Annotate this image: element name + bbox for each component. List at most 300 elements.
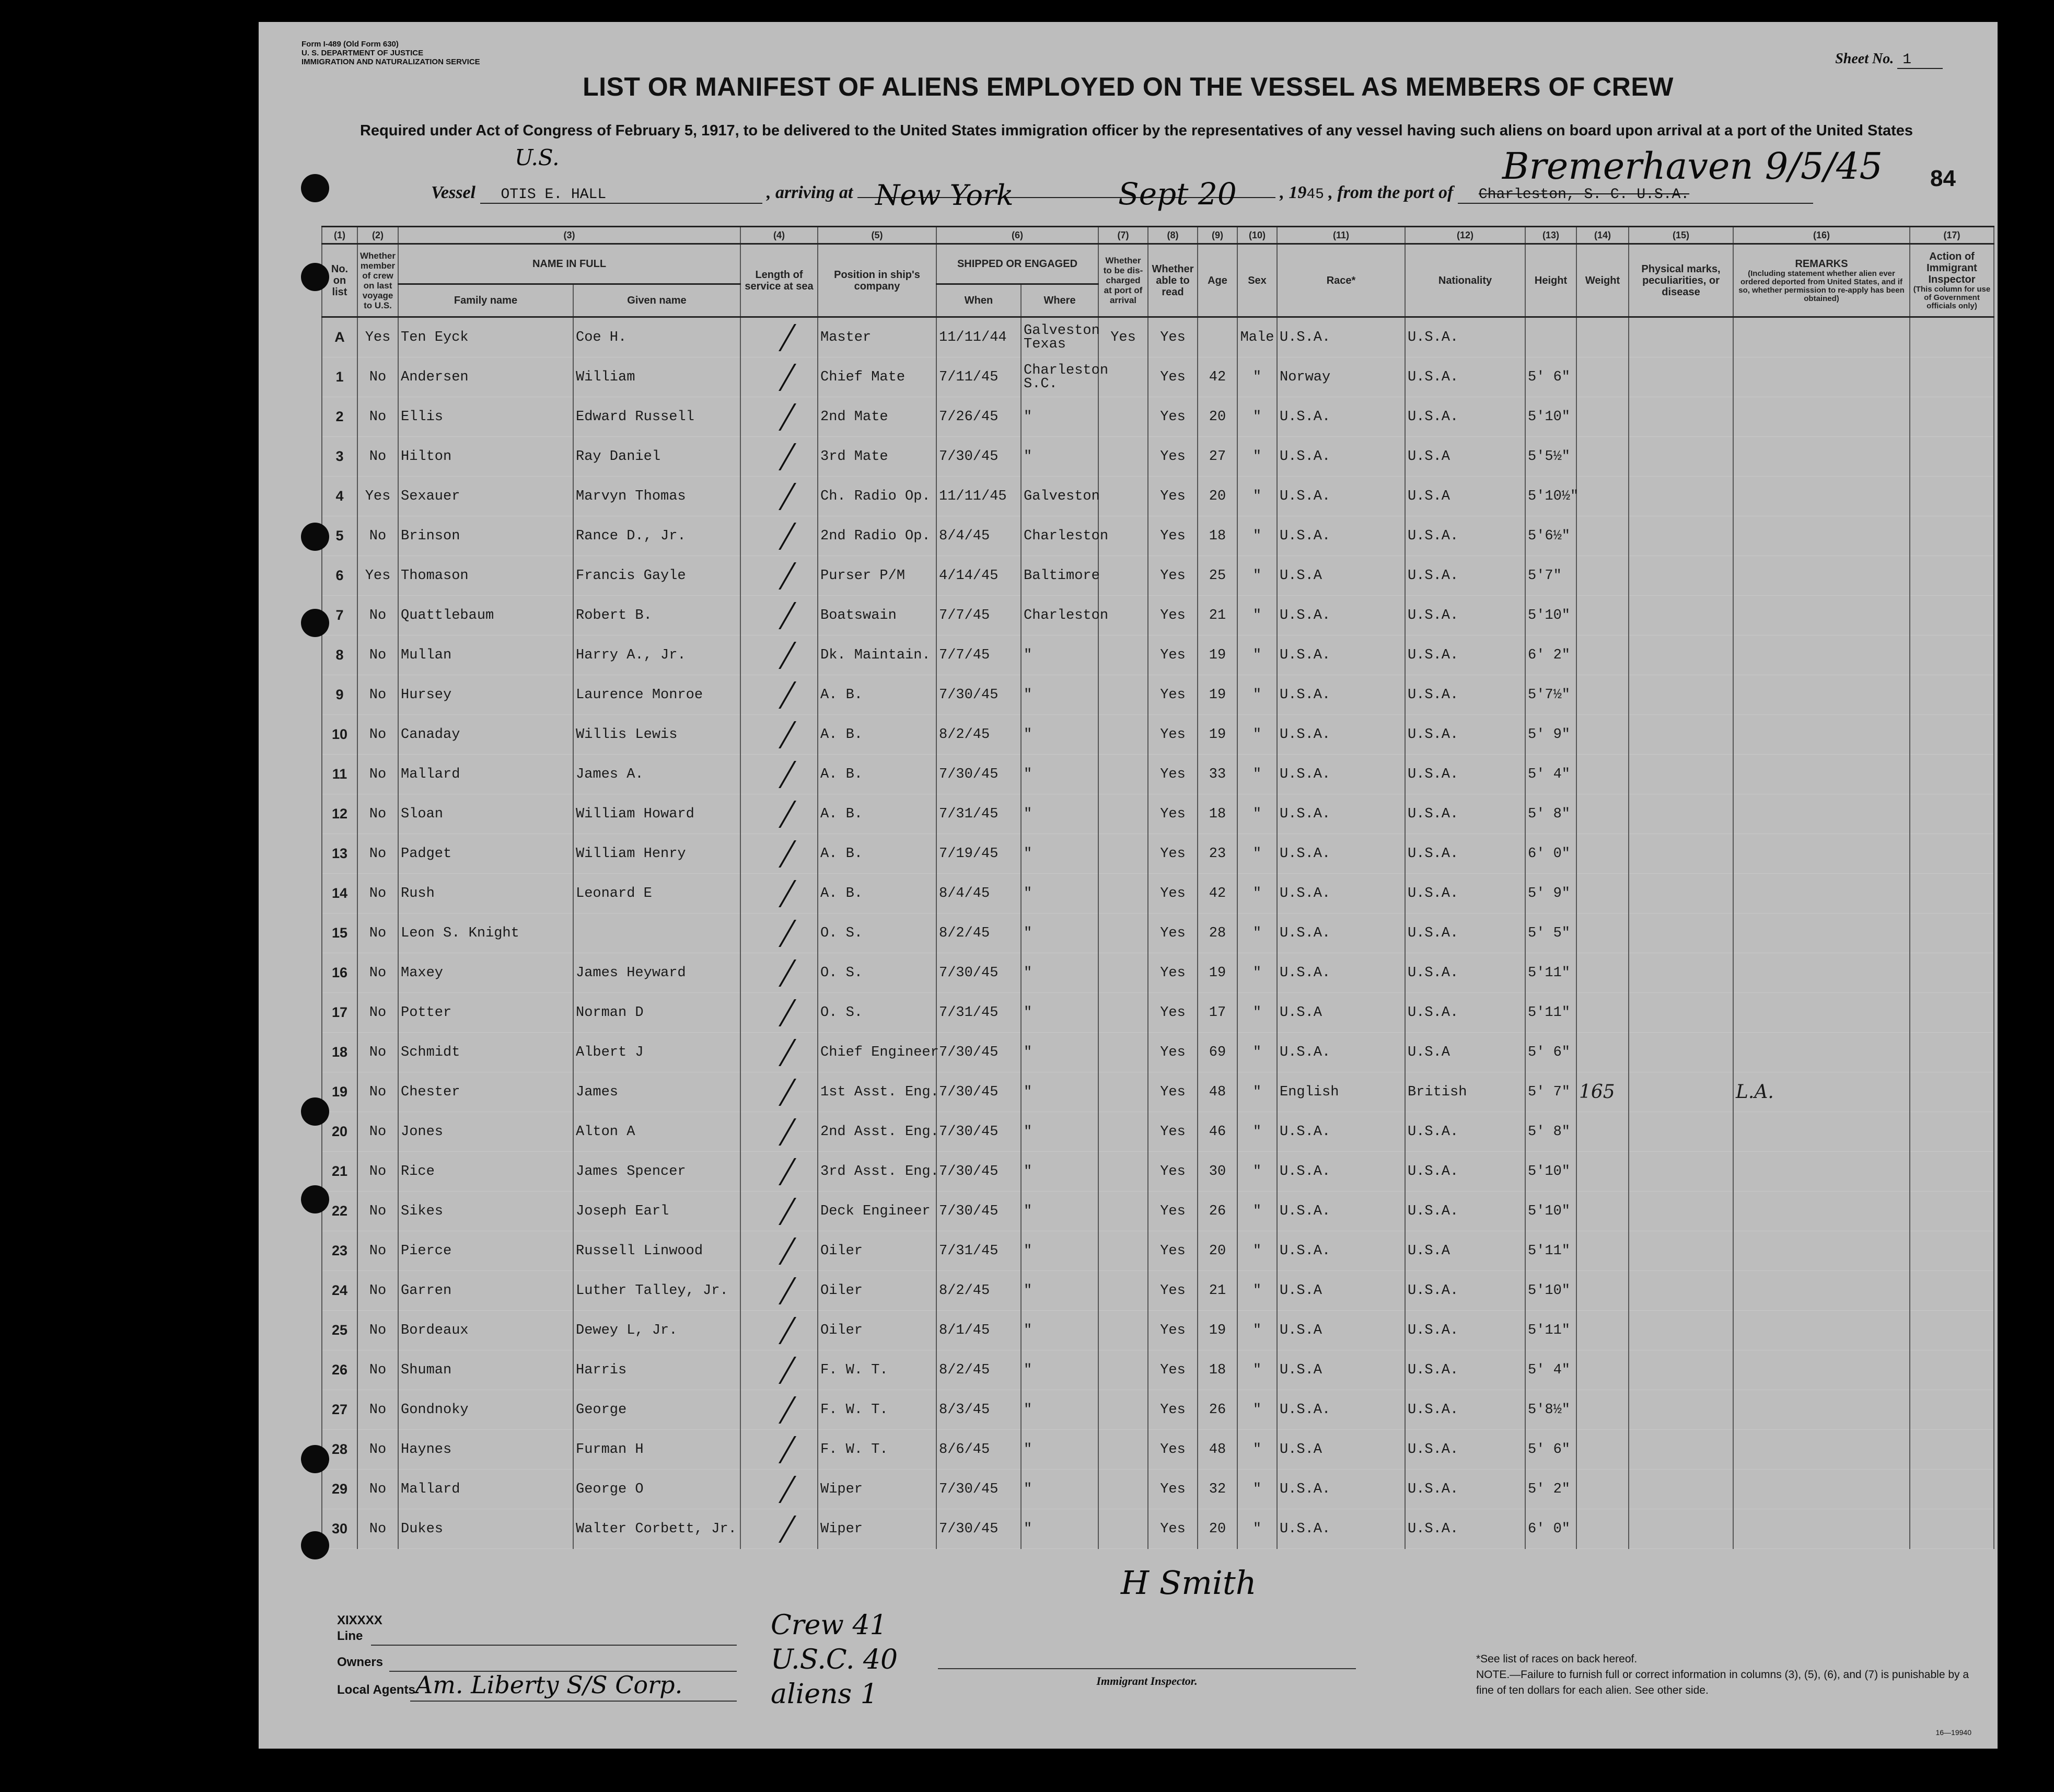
cell-age — [1198, 317, 1237, 357]
cell-no: A — [322, 317, 357, 357]
cell-read: Yes — [1148, 635, 1198, 675]
cell-weight — [1576, 1231, 1629, 1271]
header-shipped: SHIPPED OR ENGAGED — [936, 244, 1098, 284]
cell-where: " — [1021, 1470, 1098, 1509]
year-label: , 19 — [1280, 183, 1307, 202]
cell-no: 15 — [322, 914, 357, 953]
cell-family: Quattlebaum — [398, 596, 573, 635]
cell-weight — [1576, 755, 1629, 794]
cell-read: Yes — [1148, 1271, 1198, 1311]
cell-no: 9 — [322, 675, 357, 715]
cell-disch — [1098, 1430, 1148, 1470]
table-row — [322, 477, 1994, 516]
cell-given: Willis Lewis — [573, 715, 740, 755]
cell-race: U.S.A. — [1277, 477, 1405, 516]
cell-age: 18 — [1198, 516, 1237, 556]
column-number-row — [322, 227, 1994, 244]
arriving-label: , arriving at — [767, 183, 853, 202]
cell-last: No — [357, 794, 398, 834]
cell-nat: U.S.A. — [1405, 1350, 1525, 1390]
header-weight: Weight — [1576, 244, 1629, 317]
penalty-note: NOTE.—Failure to furnish full or correct information in columns (3), (5), (6), and (7) is punishable by a fine of ten dollars for each alien. See other side. — [1476, 1669, 1969, 1696]
cell-weight — [1576, 1390, 1629, 1430]
table-row — [322, 1072, 1994, 1112]
cell-weight — [1576, 1271, 1629, 1311]
check-mark — [765, 1079, 796, 1106]
cell-no: 22 — [322, 1192, 357, 1231]
cell-remarks — [1733, 1390, 1910, 1430]
cell-len — [740, 834, 818, 874]
table-row — [322, 953, 1994, 993]
cell-sex: " — [1237, 1470, 1277, 1509]
cell-when: 7/30/45 — [936, 1112, 1021, 1152]
cell-where: " — [1021, 993, 1098, 1033]
cell-no: 3 — [322, 437, 357, 477]
cell-height: 6' 0" — [1525, 834, 1576, 874]
cell-disch — [1098, 1509, 1148, 1549]
cell-age: 42 — [1198, 357, 1237, 397]
cell-position: Oiler — [818, 1271, 936, 1311]
cell-nat: U.S.A — [1405, 1231, 1525, 1271]
cell-weight — [1576, 874, 1629, 914]
cell-disch — [1098, 715, 1148, 755]
cell-remarks — [1733, 755, 1910, 794]
cell-action — [1910, 1033, 1994, 1072]
cell-height: 5'10" — [1525, 1152, 1576, 1192]
cell-read: Yes — [1148, 993, 1198, 1033]
cell-phys — [1629, 1509, 1733, 1549]
check-mark — [765, 602, 796, 629]
cell-given: James Heyward — [573, 953, 740, 993]
header-sex: Sex — [1237, 244, 1277, 317]
cell-position: F. W. T. — [818, 1390, 936, 1430]
footer-notes — [1476, 1651, 1972, 1698]
cell-height: 5'6½" — [1525, 516, 1576, 556]
line-underline — [371, 1645, 737, 1646]
cell-no: 6 — [322, 556, 357, 596]
cell-position: O. S. — [818, 914, 936, 953]
cell-no: 2 — [322, 397, 357, 437]
form-id-line: IMMIGRATION AND NATURALIZATION SERVICE — [301, 57, 480, 66]
crew-table — [321, 226, 1994, 1549]
column-number: (5) — [818, 227, 936, 244]
cell-len — [740, 914, 818, 953]
cell-given: Leonard E — [573, 874, 740, 914]
year-value: 45 — [1306, 187, 1324, 203]
cell-disch — [1098, 556, 1148, 596]
cell-action — [1910, 317, 1994, 357]
cell-weight — [1576, 1152, 1629, 1192]
cell-height: 5'11" — [1525, 953, 1576, 993]
table-row — [322, 794, 1994, 834]
cell-weight — [1576, 397, 1629, 437]
line-label: Line — [337, 1629, 363, 1643]
cell-height: 5'10" — [1525, 1192, 1576, 1231]
cell-race: U.S.A — [1277, 1271, 1405, 1311]
cell-race: U.S.A. — [1277, 635, 1405, 675]
cell-nat: U.S.A. — [1405, 1112, 1525, 1152]
cell-no: 7 — [322, 596, 357, 635]
cell-len — [740, 1350, 818, 1390]
cell-phys — [1629, 1311, 1733, 1350]
cell-read: Yes — [1148, 1470, 1198, 1509]
cell-len — [740, 317, 818, 357]
cell-remarks — [1733, 794, 1910, 834]
cell-remarks — [1733, 1271, 1910, 1311]
cell-read: Yes — [1148, 1152, 1198, 1192]
cell-position: Dk. Maintain. — [818, 635, 936, 675]
cell-given: Walter Corbett, Jr. — [573, 1509, 740, 1549]
cell-nat: U.S.A. — [1405, 953, 1525, 993]
check-mark — [765, 1317, 796, 1344]
cell-phys — [1629, 317, 1733, 357]
cell-weight — [1576, 1311, 1629, 1350]
cell-action — [1910, 993, 1994, 1033]
cell-position: Ch. Radio Op. — [818, 477, 936, 516]
cell-remarks — [1733, 477, 1910, 516]
cell-age: 20 — [1198, 1509, 1237, 1549]
cell-age: 27 — [1198, 437, 1237, 477]
cell-len — [740, 1231, 818, 1271]
cell-nat: U.S.A. — [1405, 675, 1525, 715]
cell-no: 11 — [322, 755, 357, 794]
cell-nat: U.S.A. — [1405, 1509, 1525, 1549]
check-mark — [765, 1039, 796, 1066]
cell-action — [1910, 874, 1994, 914]
cell-where: " — [1021, 397, 1098, 437]
cell-height: 5'5½" — [1525, 437, 1576, 477]
cell-race: U.S.A. — [1277, 516, 1405, 556]
cell-age: 19 — [1198, 675, 1237, 715]
cell-family: Pierce — [398, 1231, 573, 1271]
cell-len — [740, 1152, 818, 1192]
cell-read: Yes — [1148, 596, 1198, 635]
cell-weight — [1576, 953, 1629, 993]
cell-weight — [1576, 794, 1629, 834]
column-number: (12) — [1405, 227, 1525, 244]
cell-height: 5'11" — [1525, 1231, 1576, 1271]
cell-where: " — [1021, 953, 1098, 993]
cell-race: U.S.A. — [1277, 1231, 1405, 1271]
cell-family: Leon S. Knight — [398, 914, 573, 953]
cell-last: No — [357, 1192, 398, 1231]
cell-family: Potter — [398, 993, 573, 1033]
cell-disch — [1098, 1072, 1148, 1112]
cell-sex: " — [1237, 1072, 1277, 1112]
cell-len — [740, 794, 818, 834]
cell-last: No — [357, 675, 398, 715]
cell-where: Galveston — [1021, 477, 1098, 516]
cell-read: Yes — [1148, 755, 1198, 794]
check-mark — [765, 1277, 796, 1304]
cell-disch: Yes — [1098, 317, 1148, 357]
cell-action — [1910, 914, 1994, 953]
table-row — [322, 1430, 1994, 1470]
cell-given: Alton A — [573, 1112, 740, 1152]
cell-where: Baltimore — [1021, 556, 1098, 596]
cell-remarks — [1733, 1509, 1910, 1549]
cell-phys — [1629, 874, 1733, 914]
cell-action — [1910, 1152, 1994, 1192]
cell-race: U.S.A. — [1277, 437, 1405, 477]
cell-when: 7/30/45 — [936, 953, 1021, 993]
cell-sex: " — [1237, 953, 1277, 993]
cell-len — [740, 1509, 818, 1549]
cell-disch — [1098, 755, 1148, 794]
cell-disch — [1098, 834, 1148, 874]
check-mark — [765, 324, 796, 351]
cell-height: 5' 8" — [1525, 1112, 1576, 1152]
cell-sex: " — [1237, 993, 1277, 1033]
cell-weight — [1576, 516, 1629, 556]
cell-last: No — [357, 1271, 398, 1311]
cell-race: U.S.A — [1277, 1311, 1405, 1350]
binder-hole — [301, 263, 329, 291]
table-row — [322, 834, 1994, 874]
cell-no: 13 — [322, 834, 357, 874]
cell-last: No — [357, 1112, 398, 1152]
cell-no: 17 — [322, 993, 357, 1033]
cell-nat: U.S.A. — [1405, 914, 1525, 953]
cell-nat: U.S.A. — [1405, 1271, 1525, 1311]
cell-where: Charleston — [1021, 516, 1098, 556]
cell-family: Sloan — [398, 794, 573, 834]
cell-len — [740, 993, 818, 1033]
cell-position: 3rd Asst. Eng. — [818, 1152, 936, 1192]
cell-where: " — [1021, 1509, 1098, 1549]
cell-last: No — [357, 596, 398, 635]
cell-action — [1910, 1271, 1994, 1311]
cell-nat: U.S.A. — [1405, 755, 1525, 794]
cell-sex: " — [1237, 1311, 1277, 1350]
table-row — [322, 755, 1994, 794]
cell-read: Yes — [1148, 1509, 1198, 1549]
cell-sex: " — [1237, 477, 1277, 516]
cell-sex: " — [1237, 596, 1277, 635]
cell-family: Rice — [398, 1152, 573, 1192]
header-race: Race* — [1277, 244, 1405, 317]
cell-remarks — [1733, 874, 1910, 914]
table-row — [322, 556, 1994, 596]
cell-age: 32 — [1198, 1470, 1237, 1509]
cell-weight — [1576, 914, 1629, 953]
cell-action — [1910, 635, 1994, 675]
cell-weight — [1576, 635, 1629, 675]
cell-position: A. B. — [818, 874, 936, 914]
cell-family: Hursey — [398, 675, 573, 715]
cell-race: U.S.A. — [1277, 1033, 1405, 1072]
cell-read: Yes — [1148, 317, 1198, 357]
table-row — [322, 1231, 1994, 1271]
cell-sex: " — [1237, 1112, 1277, 1152]
table-row — [322, 1470, 1994, 1509]
cell-weight: 165 — [1576, 1072, 1629, 1112]
cell-action — [1910, 1470, 1994, 1509]
from-label: , from the port of — [1328, 183, 1454, 202]
races-note: *See list of races on back hereof. — [1476, 1653, 1638, 1665]
check-mark — [765, 840, 796, 868]
cell-sex: Male — [1237, 317, 1277, 357]
header-length-service: Length of service at sea — [740, 244, 818, 317]
check-mark — [765, 1118, 796, 1146]
cell-age: 20 — [1198, 397, 1237, 437]
cell-nat: U.S.A. — [1405, 1390, 1525, 1430]
cell-when: 11/11/44 — [936, 317, 1021, 357]
cell-age: 18 — [1198, 1350, 1237, 1390]
cell-where: " — [1021, 1112, 1098, 1152]
cell-weight — [1576, 675, 1629, 715]
cell-position: 2nd Asst. Eng. — [818, 1112, 936, 1152]
cell-where: " — [1021, 1271, 1098, 1311]
cell-given: James — [573, 1072, 740, 1112]
cell-race: U.S.A. — [1277, 715, 1405, 755]
tally-code: XIXXXX — [337, 1613, 382, 1627]
cell-race: U.S.A. — [1277, 675, 1405, 715]
cell-phys — [1629, 635, 1733, 675]
cell-race: U.S.A. — [1277, 1509, 1405, 1549]
cell-race: U.S.A — [1277, 993, 1405, 1033]
cell-last: No — [357, 1350, 398, 1390]
cell-action — [1910, 1509, 1994, 1549]
cell-len — [740, 1470, 818, 1509]
cell-read: Yes — [1148, 556, 1198, 596]
cell-given: William — [573, 357, 740, 397]
cell-read: Yes — [1148, 477, 1198, 516]
cell-len — [740, 1390, 818, 1430]
cell-remarks — [1733, 1350, 1910, 1390]
cell-read: Yes — [1148, 1192, 1198, 1231]
cell-last: No — [357, 755, 398, 794]
cell-given — [573, 914, 740, 953]
cell-given: Marvyn Thomas — [573, 477, 740, 516]
cell-phys — [1629, 1470, 1733, 1509]
cell-action — [1910, 1231, 1994, 1271]
cell-weight — [1576, 1033, 1629, 1072]
check-mark — [765, 1436, 796, 1463]
cell-race: U.S.A — [1277, 1430, 1405, 1470]
cell-given: Rance D., Jr. — [573, 516, 740, 556]
cell-len — [740, 397, 818, 437]
cell-when: 8/2/45 — [936, 1271, 1021, 1311]
column-header-row — [322, 244, 1994, 284]
line-field — [337, 1629, 363, 1644]
header-physical: Physical marks, peculiarities, or disease — [1629, 244, 1733, 317]
cell-disch — [1098, 1271, 1148, 1311]
cell-sex: " — [1237, 914, 1277, 953]
from-port-handwritten: Bremerhaven 9/5/45 — [1502, 145, 1883, 188]
check-mark — [765, 483, 796, 510]
cell-family: Gondnoky — [398, 1390, 573, 1430]
cell-height: 5' 8" — [1525, 794, 1576, 834]
cell-where: Galveston Texas — [1021, 317, 1098, 357]
cell-disch — [1098, 953, 1148, 993]
cell-phys — [1629, 596, 1733, 635]
cell-weight — [1576, 596, 1629, 635]
cell-where: " — [1021, 794, 1098, 834]
cell-age: 28 — [1198, 914, 1237, 953]
inspector-underline — [938, 1668, 1356, 1669]
cell-height: 6' 2" — [1525, 635, 1576, 675]
cell-action — [1910, 357, 1994, 397]
cell-family: Maxey — [398, 953, 573, 993]
check-mark — [765, 1516, 796, 1543]
cell-weight — [1576, 1430, 1629, 1470]
cell-len — [740, 1192, 818, 1231]
cell-last: Yes — [357, 477, 398, 516]
cell-read: Yes — [1148, 794, 1198, 834]
cell-remarks — [1733, 953, 1910, 993]
cell-read: Yes — [1148, 953, 1198, 993]
cell-height: 6' 0" — [1525, 1509, 1576, 1549]
cell-when: 7/30/45 — [936, 675, 1021, 715]
cell-weight — [1576, 834, 1629, 874]
cell-phys — [1629, 1192, 1733, 1231]
cell-family: Padget — [398, 834, 573, 874]
cell-given: George — [573, 1390, 740, 1430]
cell-len — [740, 1072, 818, 1112]
cell-where: " — [1021, 1350, 1098, 1390]
table-row — [322, 1033, 1994, 1072]
cell-weight — [1576, 1350, 1629, 1390]
table-row — [322, 1112, 1994, 1152]
cell-family: Jones — [398, 1112, 573, 1152]
column-number: (7) — [1098, 227, 1148, 244]
cell-when: 7/31/45 — [936, 993, 1021, 1033]
cell-nat: U.S.A. — [1405, 1470, 1525, 1509]
cell-given: Albert J — [573, 1033, 740, 1072]
vessel-prefix-handwritten: U.S. — [515, 145, 560, 170]
check-mark — [765, 642, 796, 669]
cell-phys — [1629, 1033, 1733, 1072]
cell-age: 20 — [1198, 477, 1237, 516]
cell-action — [1910, 1192, 1994, 1231]
cell-height: 5' 5" — [1525, 914, 1576, 953]
cell-position: F. W. T. — [818, 1430, 936, 1470]
cell-disch — [1098, 477, 1148, 516]
cell-phys — [1629, 437, 1733, 477]
cell-where: " — [1021, 914, 1098, 953]
cell-nat: U.S.A — [1405, 477, 1525, 516]
binder-hole — [301, 1531, 329, 1559]
cell-read: Yes — [1148, 1390, 1198, 1430]
cell-len — [740, 357, 818, 397]
cell-disch — [1098, 1350, 1148, 1390]
cell-disch — [1098, 675, 1148, 715]
inspector-label: Immigrant Inspector. — [1096, 1674, 1198, 1687]
cell-no: 4 — [322, 477, 357, 516]
cell-phys — [1629, 914, 1733, 953]
cell-disch — [1098, 1152, 1148, 1192]
cell-remarks — [1733, 715, 1910, 755]
cell-nat: British — [1405, 1072, 1525, 1112]
cell-action — [1910, 1072, 1994, 1112]
cell-disch — [1098, 794, 1148, 834]
cell-action — [1910, 834, 1994, 874]
check-mark — [765, 761, 796, 788]
header-remarks-note: (Including statement whether alien ever ordered deported from United States, and if so, whether permission to re-apply has been obtained) — [1738, 269, 1905, 303]
cell-no: 20 — [322, 1112, 357, 1152]
cell-age: 21 — [1198, 596, 1237, 635]
cell-len — [740, 1033, 818, 1072]
cell-family: Mullan — [398, 635, 573, 675]
check-mark — [765, 1357, 796, 1384]
check-mark — [765, 920, 796, 947]
cell-position: 2nd Mate — [818, 397, 936, 437]
cell-where: " — [1021, 874, 1098, 914]
cell-sex: " — [1237, 556, 1277, 596]
cell-family: Brinson — [398, 516, 573, 556]
check-mark — [765, 801, 796, 828]
